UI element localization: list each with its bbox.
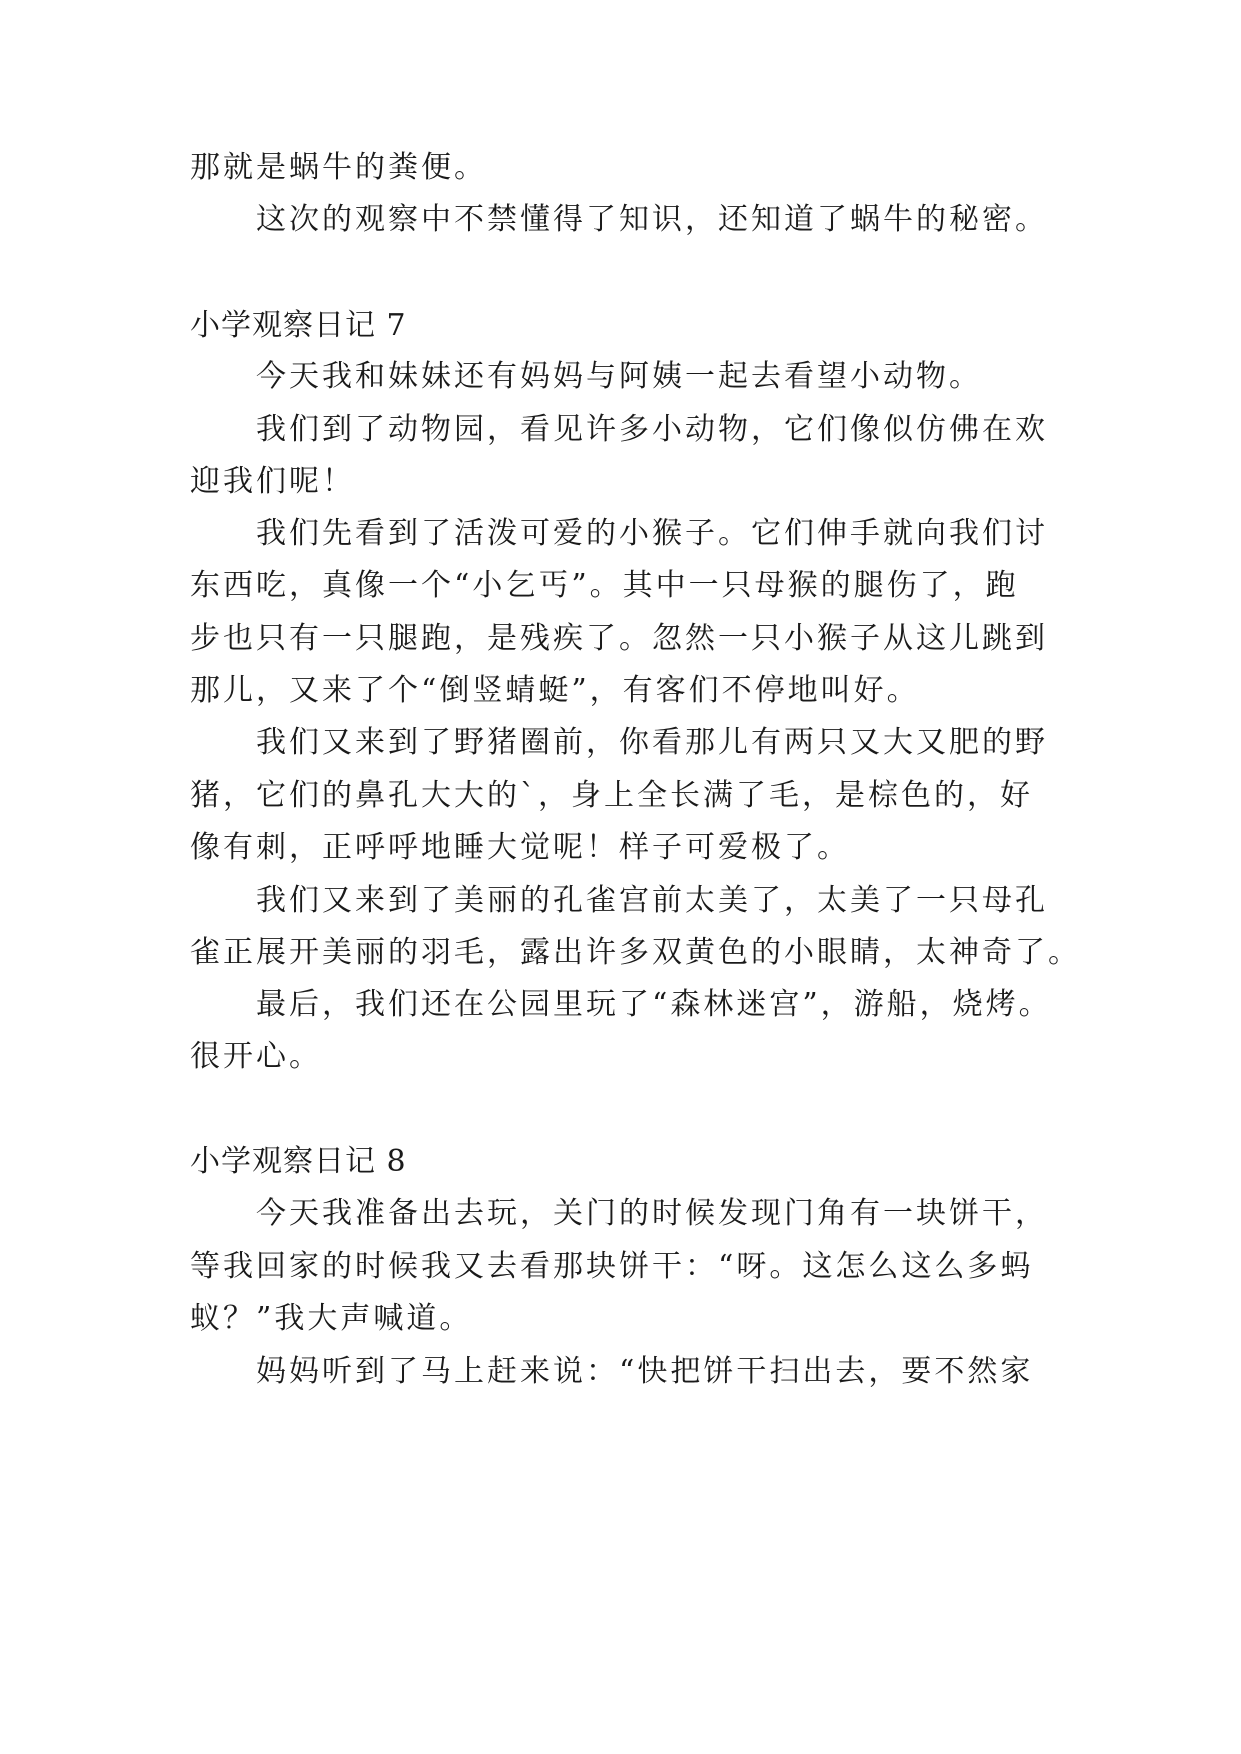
paragraph-line: 我们又来到了美丽的孔雀宫前太美了，太美了一只母孔 — [256, 883, 1048, 918]
paragraph-line: 像有刺，正呼呼地睡大觉呢！样子可爱极了。 — [190, 830, 850, 865]
paragraph-line: 蚁？”我大声喊道。 — [190, 1301, 473, 1336]
paragraph-line: 猪，它们的鼻孔大大的`，身上全长满了毛，是棕色的，好 — [190, 778, 1033, 813]
section-heading: 小学观察日记 8 — [190, 1144, 407, 1179]
section-heading: 小学观察日记 7 — [190, 308, 407, 343]
paragraph-line: 那就是蜗牛的粪便。 — [190, 150, 487, 185]
paragraph-line: 最后，我们还在公园里玩了“森林迷宫”，游船，烧烤。 — [256, 987, 1052, 1022]
paragraph-line: 等我回家的时候我又去看那块饼干：“呀。这怎么这么多蚂 — [190, 1249, 1034, 1284]
paragraph-line: 这次的观察中不禁懂得了知识，还知道了蜗牛的秘密。 — [256, 202, 1048, 237]
paragraph-line: 今天我准备出去玩，关门的时候发现门角有一块饼干， — [256, 1196, 1048, 1231]
paragraph-line: 我们先看到了活泼可爱的小猴子。它们伸手就向我们讨 — [256, 516, 1048, 551]
paragraph-line: 那儿，又来了个“倒竖蜻蜓”，有客们不停地叫好。 — [190, 673, 920, 708]
paragraph-line: 雀正展开美丽的羽毛，露出许多双黄色的小眼睛，太神奇了。 — [190, 935, 1081, 970]
paragraph-line: 迎我们呢！ — [190, 464, 355, 499]
paragraph-line: 妈妈听到了马上赶来说：“快把饼干扫出去，要不然家 — [256, 1354, 1034, 1389]
paragraph-line: 很开心。 — [190, 1039, 322, 1074]
paragraph-line: 我们又来到了野猪圈前，你看那儿有两只又大又肥的野 — [256, 725, 1048, 760]
paragraph-line: 东西吃，真像一个“小乞丐”。其中一只母猴的腿伤了，跑 — [190, 568, 1019, 603]
paragraph-line: 步也只有一只腿跑，是残疾了。忽然一只小猴子从这儿跳到 — [190, 621, 1048, 656]
paragraph-line: 我们到了动物园，看见许多小动物，它们像似仿佛在欢 — [256, 412, 1048, 447]
paragraph-line: 今天我和妹妹还有妈妈与阿姨一起去看望小动物。 — [256, 359, 982, 394]
